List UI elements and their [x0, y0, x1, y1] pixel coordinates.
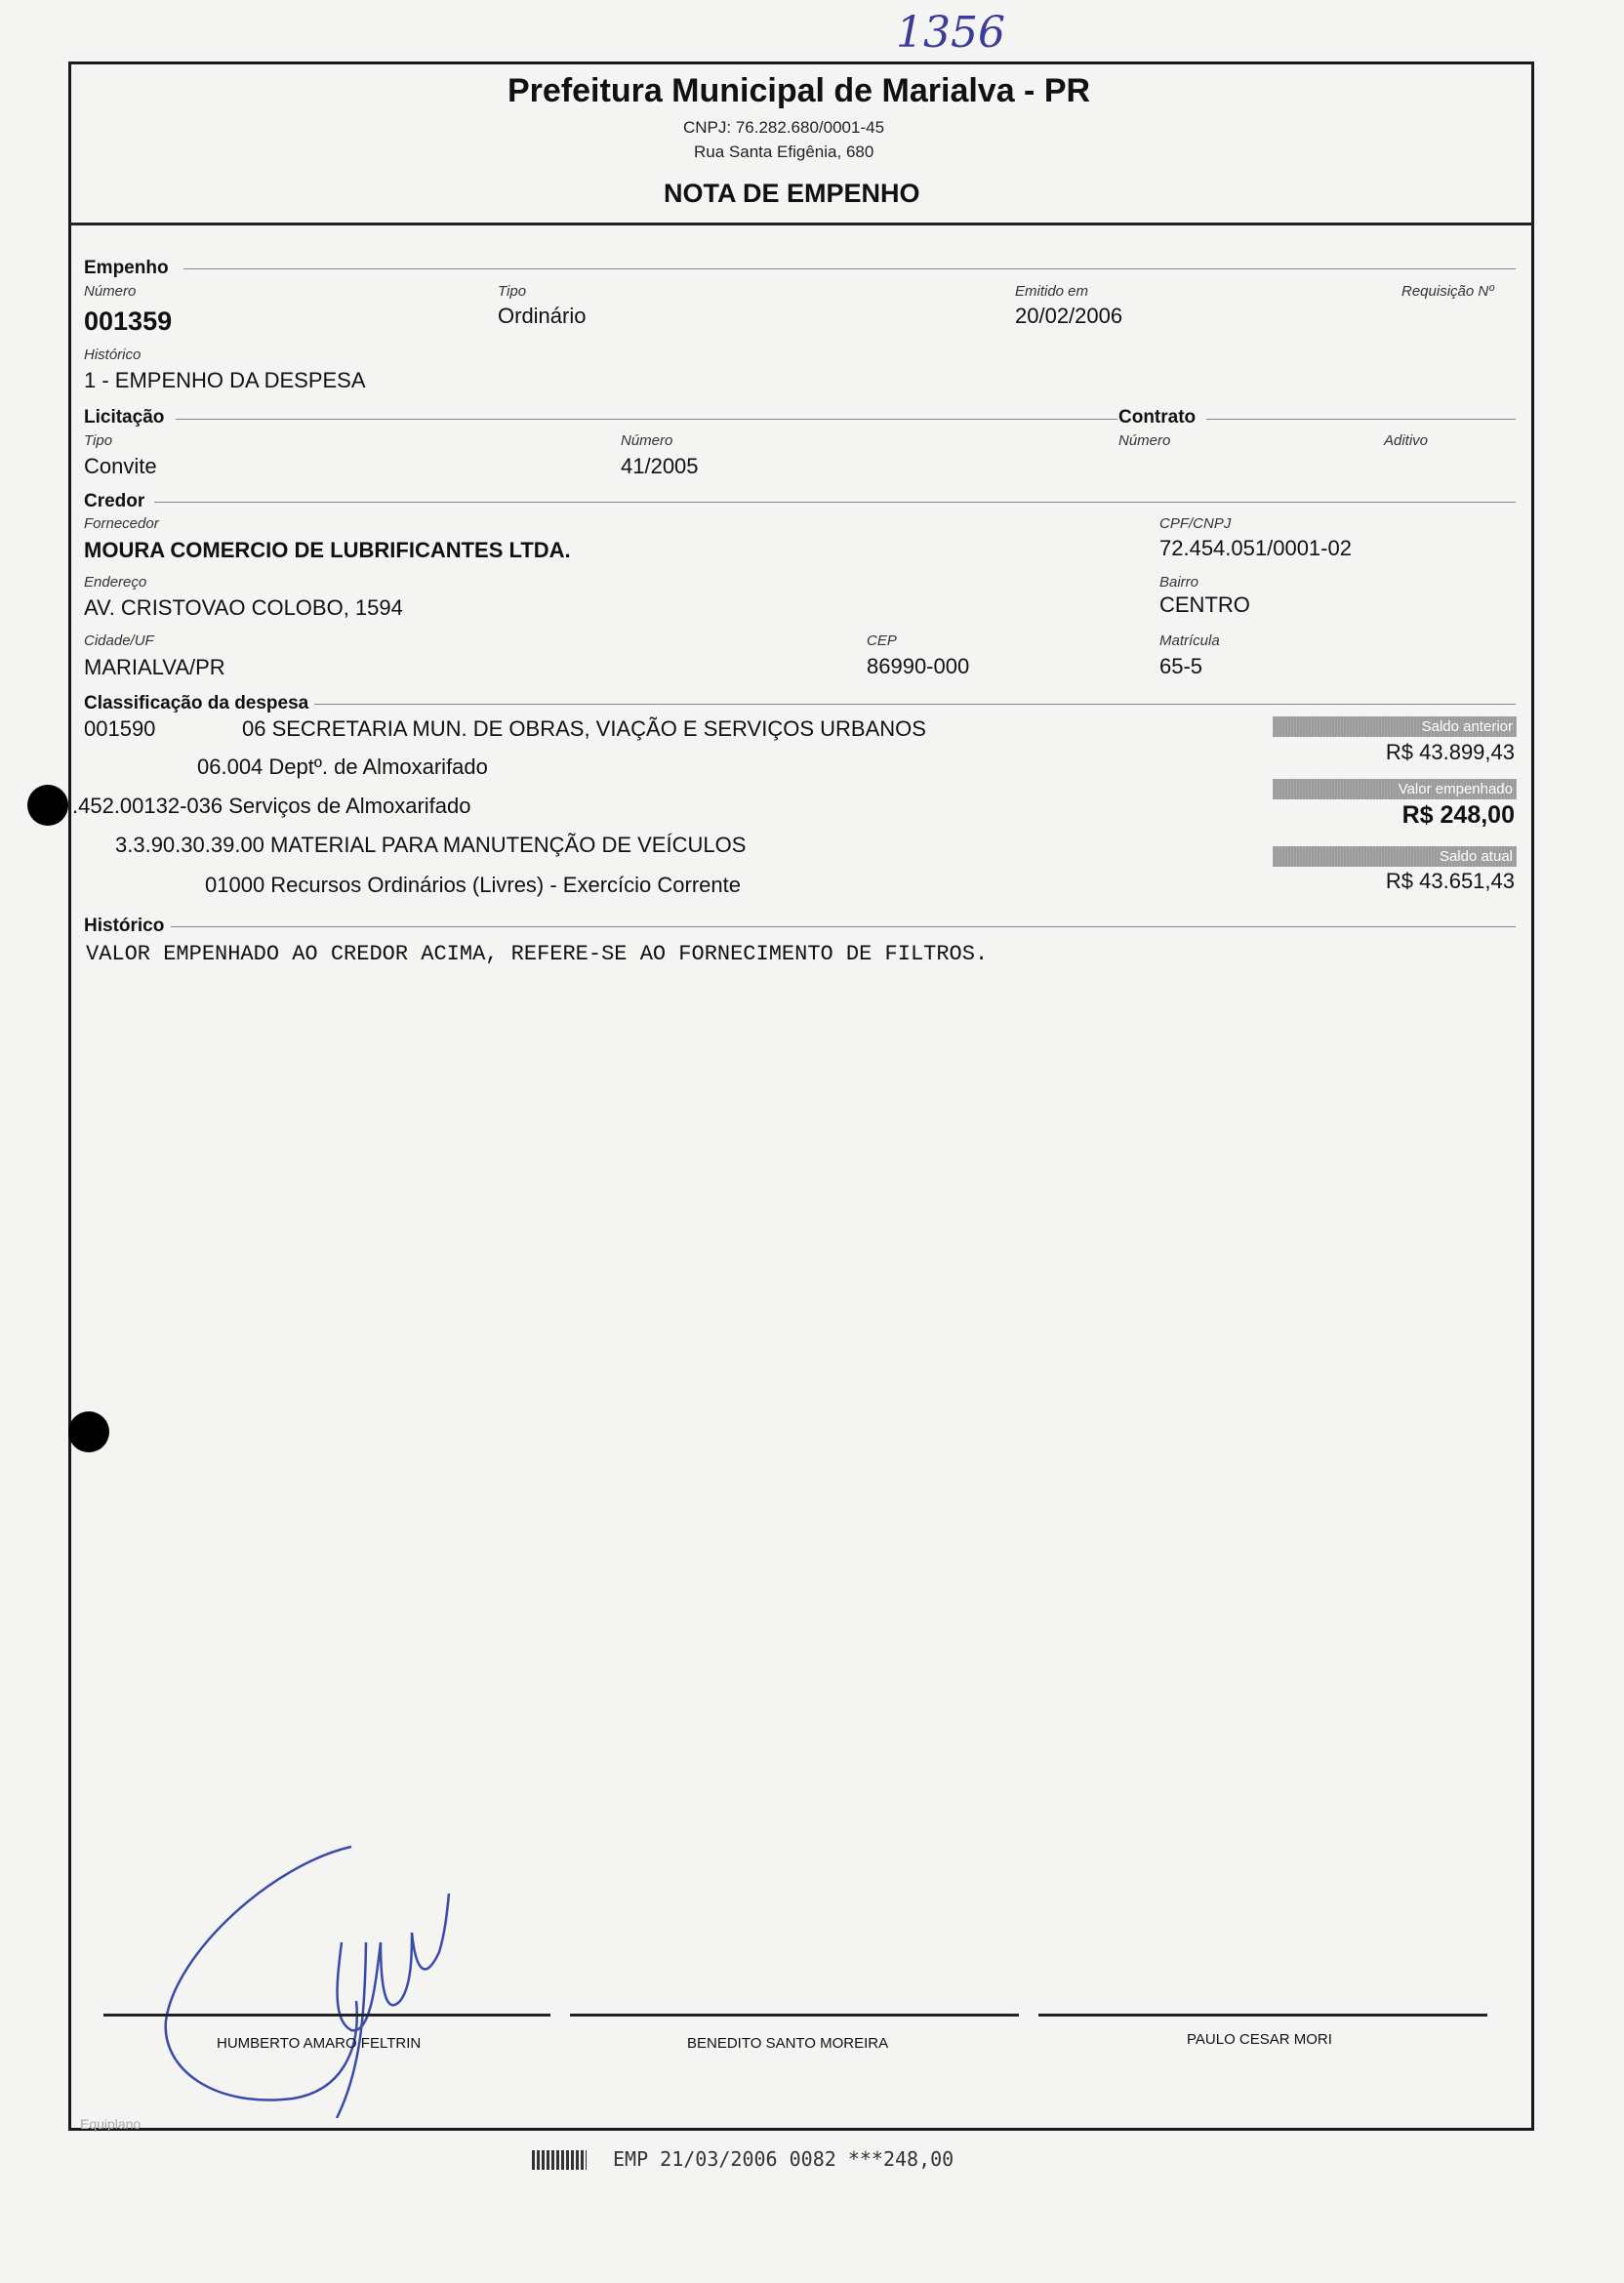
licitacao-tipo: Convite: [84, 454, 157, 478]
empenho-numero: 001359: [84, 306, 173, 336]
empenho-tipo: Ordinário: [498, 304, 587, 328]
classificacao-line3: .452.00132-036 Serviços de Almoxarifado: [72, 794, 471, 818]
cep-value: 86990-000: [867, 654, 970, 678]
bairro-label: Bairro: [1159, 574, 1199, 591]
emitido-label: Emitido em: [1015, 283, 1089, 300]
classificacao-code: 001590: [84, 716, 156, 741]
cidade-label: Cidade/UF: [84, 632, 154, 649]
historico-text: VALOR EMPENHADO AO CREDOR ACIMA, REFERE-SE AO FORNECIMENTO DE FILTROS.: [86, 942, 989, 966]
software-label: Equiplano: [80, 2116, 142, 2132]
cnpj-line: CNPJ: 76.282.680/0001-45: [683, 118, 885, 137]
matricula-value: 65-5: [1159, 654, 1203, 678]
licitacao-numero-label: Número: [621, 432, 673, 449]
saldo-atual-value: R$ 43.651,43: [1385, 869, 1515, 893]
document-title: NOTA DE EMPENHO: [664, 179, 920, 208]
signatory-2: BENEDITO SANTO MOREIRA: [687, 2035, 889, 2052]
handwritten-page-number: 1356: [896, 8, 1005, 58]
section-historico: Histórico: [84, 916, 165, 936]
empenho-tipo-label: Tipo: [498, 283, 527, 300]
header-divider: [70, 223, 1532, 225]
saldo-anterior-label: Saldo anterior: [1273, 716, 1517, 737]
classificacao-line5: 01000 Recursos Ordinários (Livres) - Exercício Corrente: [205, 873, 741, 897]
classificacao-line1: 06 SECRETARIA MUN. DE OBRAS, VIAÇÃO E SERVIÇOS URBANOS: [242, 716, 926, 741]
section-classificacao: Classificação da despesa: [84, 693, 309, 713]
saldo-atual-label: Saldo atual: [1273, 846, 1517, 867]
cpf-label: CPF/CNPJ: [1159, 515, 1232, 532]
requisicao-label: Requisição Nº: [1401, 283, 1494, 300]
signature-line-3: [1038, 2014, 1487, 2017]
punch-hole-top: [27, 785, 68, 826]
signatory-3: PAULO CESAR MORI: [1187, 2031, 1332, 2048]
classificacao-line4: 3.3.90.30.39.00 MATERIAL PARA MANUTENÇÃO DE VEÍCULOS: [115, 833, 747, 857]
valor-empenhado-label: Valor empenhado: [1273, 779, 1517, 799]
signature-line-2: [570, 2014, 1019, 2017]
bank-stamp: EMP 21/03/2006 0082 ***248,00: [613, 2147, 954, 2171]
signatory-1: HUMBERTO AMARO FELTRIN: [217, 2035, 422, 2052]
matricula-label: Matrícula: [1159, 632, 1220, 649]
emitido-date: 20/02/2006: [1015, 304, 1123, 328]
fornecedor-label: Fornecedor: [84, 515, 159, 532]
bank-stamp-logo: [532, 2150, 587, 2170]
bairro-value: CENTRO: [1159, 592, 1250, 617]
section-licitacao: Licitação: [84, 407, 165, 428]
endereco-value: AV. CRISTOVAO COLOBO, 1594: [84, 595, 403, 620]
contrato-numero-label: Número: [1118, 432, 1171, 449]
valor-empenhado-value: R$ 248,00: [1401, 801, 1515, 829]
signature-line-1: [103, 2014, 550, 2017]
contrato-aditivo-label: Aditivo: [1384, 432, 1429, 449]
cep-label: CEP: [867, 632, 897, 649]
licitacao-tipo-label: Tipo: [84, 432, 113, 449]
handwritten-signature: [156, 1835, 468, 2118]
address-line: Rua Santa Efigênia, 680: [694, 143, 874, 161]
municipality-title: Prefeitura Municipal de Marialva - PR: [508, 72, 1091, 109]
saldo-anterior-value: R$ 43.899,43: [1385, 740, 1515, 764]
fornecedor-name: MOURA COMERCIO DE LUBRIFICANTES LTDA.: [84, 538, 571, 562]
punch-hole-bottom: [68, 1411, 109, 1452]
section-credor: Credor: [84, 491, 145, 511]
section-contrato: Contrato: [1118, 407, 1197, 428]
cpf-value: 72.454.051/0001-02: [1159, 536, 1352, 560]
empenho-historico-label: Histórico: [84, 347, 142, 363]
empenho-numero-label: Número: [84, 283, 137, 300]
licitacao-numero: 41/2005: [621, 454, 699, 478]
section-empenho: Empenho: [84, 258, 169, 278]
empenho-historico: 1 - EMPENHO DA DESPESA: [84, 368, 366, 392]
cidade-value: MARIALVA/PR: [84, 655, 225, 679]
classificacao-line2: 06.004 Deptº. de Almoxarifado: [197, 754, 488, 779]
endereco-label: Endereço: [84, 574, 147, 591]
